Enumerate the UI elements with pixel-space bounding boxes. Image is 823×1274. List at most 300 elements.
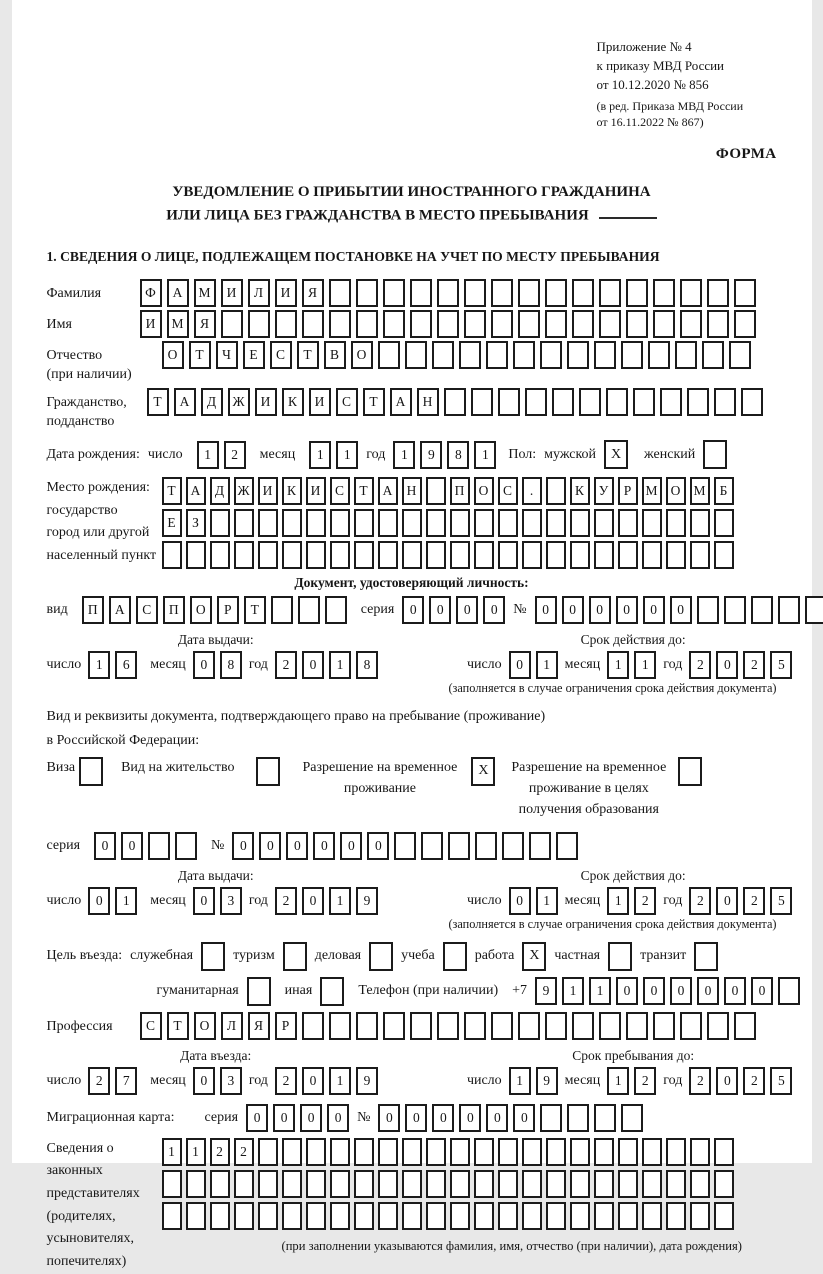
year-label: год xyxy=(248,657,268,672)
temp-permit-edu-line2: проживание в целях xyxy=(528,780,649,796)
char-cell: 0 xyxy=(367,832,389,860)
identity-doc-row xyxy=(47,596,777,624)
char-cell xyxy=(518,310,540,338)
char-cell xyxy=(653,279,675,307)
residence-issue-group xyxy=(47,868,385,915)
temp-permit-edu-line1: Разрешение на временное xyxy=(511,759,667,775)
char-cell xyxy=(714,1170,734,1198)
visa-option xyxy=(47,757,104,786)
char-cell xyxy=(354,1202,374,1230)
char-cell xyxy=(594,1138,614,1166)
char-cell xyxy=(491,279,513,307)
char-cell: О xyxy=(190,596,212,624)
char-cell: 0 xyxy=(402,596,424,624)
residence-valid-title: Срок действия до: xyxy=(580,867,686,883)
char-cell: С xyxy=(336,388,358,416)
char-cell xyxy=(714,509,734,537)
char-cell: 0 xyxy=(616,596,638,624)
char-cell: 0 xyxy=(724,977,746,1005)
char-cell xyxy=(491,310,513,338)
migration-card-label: Миграционная карта: xyxy=(46,1109,175,1125)
char-cell xyxy=(546,509,566,537)
char-cell xyxy=(778,977,800,1005)
char-cell xyxy=(402,1138,422,1166)
char-cell xyxy=(618,1138,638,1166)
char-cell xyxy=(356,279,378,307)
char-cell: Р xyxy=(618,477,638,505)
entry-stay-dates xyxy=(46,1047,785,1095)
char-cell xyxy=(594,541,614,569)
char-cell: 1 xyxy=(536,651,558,679)
char-cell xyxy=(410,310,432,338)
surname-boxes xyxy=(140,279,756,307)
char-cell: И xyxy=(309,388,331,416)
char-cell xyxy=(282,1202,302,1230)
char-cell: 0 xyxy=(643,977,665,1005)
char-cell: 0 xyxy=(483,596,505,624)
char-cell: 0 xyxy=(509,651,531,679)
char-cell: 2 xyxy=(689,887,711,915)
char-cell xyxy=(491,1012,513,1040)
char-cell: О xyxy=(666,477,686,505)
char-cell xyxy=(570,1138,590,1166)
char-cell: С xyxy=(498,477,518,505)
sex-female-checkbox xyxy=(703,440,727,469)
char-cell: 5 xyxy=(770,1067,792,1095)
char-cell: 1 xyxy=(115,887,137,915)
birth-place-row3 xyxy=(162,541,734,569)
char-cell xyxy=(751,596,773,624)
char-cell xyxy=(162,1170,182,1198)
char-cell xyxy=(626,279,648,307)
char-cell xyxy=(642,1138,662,1166)
char-cell xyxy=(426,1170,446,1198)
char-cell: 9 xyxy=(536,1067,558,1095)
char-cell: 6 xyxy=(115,651,137,679)
char-cell: 0 xyxy=(429,596,451,624)
char-cell xyxy=(642,541,662,569)
char-cell: Т xyxy=(363,388,385,416)
temp-permit-label-line1: Разрешение на временное xyxy=(302,759,458,775)
char-cell xyxy=(210,1170,230,1198)
char-cell xyxy=(486,341,508,369)
char-cell: 0 xyxy=(94,832,116,860)
char-cell xyxy=(546,1170,566,1198)
char-cell xyxy=(660,388,682,416)
identity-issue-month xyxy=(193,651,242,679)
char-cell xyxy=(356,310,378,338)
char-cell: 0 xyxy=(509,887,531,915)
char-cell xyxy=(594,1170,614,1198)
char-cell: С xyxy=(136,596,158,624)
char-cell xyxy=(450,541,470,569)
legal-reps-label-line: представителях xyxy=(46,1185,140,1201)
residence-valid-group xyxy=(467,868,799,915)
char-cell xyxy=(330,1170,350,1198)
residence-doc-dates xyxy=(46,867,785,915)
char-cell xyxy=(734,310,756,338)
char-cell xyxy=(572,279,594,307)
amendment-line: (в ред. Приказа МВД России xyxy=(596,98,744,113)
char-cell: 0 xyxy=(378,1104,400,1132)
char-cell xyxy=(302,310,324,338)
char-cell xyxy=(690,1138,710,1166)
char-cell: С xyxy=(270,341,292,369)
char-cell: 0 xyxy=(232,832,254,860)
char-cell xyxy=(162,1202,182,1230)
surname-row xyxy=(47,279,777,307)
char-cell: 2 xyxy=(634,1067,656,1095)
char-cell xyxy=(653,310,675,338)
char-cell: 1 xyxy=(186,1138,206,1166)
char-cell xyxy=(498,1138,518,1166)
char-cell: И xyxy=(255,388,277,416)
purpose-row xyxy=(47,942,777,971)
year-label: год xyxy=(663,1072,683,1088)
char-cell: 1 xyxy=(329,1067,351,1095)
char-cell xyxy=(329,279,351,307)
char-cell: 3 xyxy=(220,887,242,915)
char-cell: А xyxy=(186,477,206,505)
stay-until-title: Срок пребывания до: xyxy=(572,1047,695,1063)
char-cell xyxy=(464,1012,486,1040)
citizenship-label-line2: подданство xyxy=(46,414,115,430)
char-cell xyxy=(572,1012,594,1040)
doc-number-label: № xyxy=(513,602,527,617)
char-cell xyxy=(378,1138,398,1166)
migration-series-boxes xyxy=(246,1104,349,1132)
form-title-line2: ИЛИ ЛИЦА БЕЗ ГРАЖДАНСТВА В МЕСТО ПРЕБЫВАНИЯ xyxy=(166,207,589,224)
char-cell xyxy=(666,1202,686,1230)
char-cell: Т xyxy=(354,477,374,505)
char-cell xyxy=(680,279,702,307)
char-cell xyxy=(680,310,702,338)
legal-reps-row2 xyxy=(162,1170,742,1198)
char-cell xyxy=(567,341,589,369)
char-cell: 1 xyxy=(309,441,331,469)
birth-place-block xyxy=(47,477,777,569)
char-cell xyxy=(570,1170,590,1198)
char-cell xyxy=(666,1170,686,1198)
purpose-rabota-label: работа xyxy=(474,948,515,964)
char-cell xyxy=(437,1012,459,1040)
char-cell xyxy=(546,477,566,505)
char-cell xyxy=(302,1012,324,1040)
char-cell: 2 xyxy=(234,1138,254,1166)
identity-valid-group xyxy=(467,632,799,679)
char-cell: П xyxy=(82,596,104,624)
char-cell xyxy=(606,388,628,416)
char-cell xyxy=(545,279,567,307)
char-cell xyxy=(426,1138,446,1166)
char-cell: 9 xyxy=(535,977,557,1005)
char-cell: М xyxy=(194,279,216,307)
char-cell: 0 xyxy=(562,596,584,624)
char-cell: 0 xyxy=(246,1104,268,1132)
char-cell: 2 xyxy=(275,1067,297,1095)
char-cell xyxy=(666,509,686,537)
year-label: год xyxy=(248,1072,268,1088)
char-cell xyxy=(707,1012,729,1040)
char-cell: И xyxy=(221,279,243,307)
char-cell xyxy=(621,1104,643,1132)
citizenship-label xyxy=(47,388,147,432)
char-cell: К xyxy=(282,477,302,505)
residence-number-boxes xyxy=(232,832,578,860)
citizenship-boxes xyxy=(147,388,763,416)
char-cell xyxy=(330,1202,350,1230)
entry-day xyxy=(88,1067,137,1095)
given-name-row xyxy=(47,310,777,338)
char-cell: З xyxy=(186,509,206,537)
char-cell: Д xyxy=(201,388,223,416)
temp-permit-edu-line3: получения образования xyxy=(518,801,659,817)
form-title xyxy=(47,181,777,227)
char-cell xyxy=(464,310,486,338)
char-cell xyxy=(633,388,655,416)
section1-heading: 1. СВЕДЕНИЯ О ЛИЦЕ, ПОДЛЕЖАЩЕМ ПОСТАНОВКЕ НА УЧЕТ ПО МЕСТУ ПРЕБЫВАНИЯ xyxy=(46,248,660,264)
char-cell xyxy=(426,1202,446,1230)
residence-doc-intro-line2: в Российской Федерации: xyxy=(46,732,200,748)
profession-row xyxy=(47,1012,777,1040)
char-cell: 0 xyxy=(302,887,324,915)
char-cell: 1 xyxy=(197,441,219,469)
char-cell xyxy=(354,1138,374,1166)
char-cell xyxy=(498,1170,518,1198)
char-cell xyxy=(525,388,547,416)
birth-place-row1 xyxy=(162,477,734,505)
char-cell xyxy=(383,279,405,307)
form-word: ФОРМА xyxy=(715,146,777,163)
form-page xyxy=(12,0,812,1269)
char-cell: 2 xyxy=(689,1067,711,1095)
char-cell: 0 xyxy=(286,832,308,860)
char-cell: Н xyxy=(417,388,439,416)
char-cell: О xyxy=(351,341,373,369)
identity-issue-day xyxy=(88,651,137,679)
char-cell xyxy=(450,1138,470,1166)
entry-year xyxy=(275,1067,378,1095)
char-cell xyxy=(275,310,297,338)
char-cell: 0 xyxy=(88,887,110,915)
char-cell: 9 xyxy=(356,1067,378,1095)
purpose-turizm-label: туризм xyxy=(233,948,275,964)
char-cell xyxy=(502,832,524,860)
char-cell xyxy=(234,509,254,537)
char-cell xyxy=(552,388,574,416)
char-cell xyxy=(498,1202,518,1230)
char-cell: 1 xyxy=(634,651,656,679)
char-cell xyxy=(271,596,293,624)
char-cell xyxy=(570,509,590,537)
char-cell: 0 xyxy=(716,887,738,915)
char-cell: Н xyxy=(402,477,422,505)
sex-male-label: мужской xyxy=(544,446,597,462)
blank-underline xyxy=(599,204,657,220)
char-cell xyxy=(618,1170,638,1198)
purpose-label: Цель въезда: xyxy=(46,948,123,964)
char-cell xyxy=(405,341,427,369)
given-name-boxes xyxy=(140,310,756,338)
char-cell: Б xyxy=(714,477,734,505)
char-cell: 1 xyxy=(162,1138,182,1166)
char-cell xyxy=(402,1202,422,1230)
char-cell: 8 xyxy=(447,441,469,469)
char-cell xyxy=(306,1202,326,1230)
residence-series-label: серия xyxy=(46,837,81,853)
char-cell: 5 xyxy=(770,651,792,679)
char-cell xyxy=(282,1138,302,1166)
month-label: месяц xyxy=(150,657,186,672)
doc-series-boxes xyxy=(402,596,505,624)
migration-series-label: серия xyxy=(204,1109,239,1125)
birth-place-city-label2: населенный пункт xyxy=(46,548,157,564)
purpose-gumanitarnaya-checkbox xyxy=(247,977,271,1006)
char-cell xyxy=(330,1138,350,1166)
char-cell: 0 xyxy=(121,832,143,860)
char-cell: 1 xyxy=(536,887,558,915)
char-cell xyxy=(258,541,278,569)
char-cell: 0 xyxy=(589,596,611,624)
char-cell xyxy=(475,832,497,860)
char-cell xyxy=(546,1202,566,1230)
birth-month-boxes xyxy=(309,441,358,469)
char-cell: Я xyxy=(194,310,216,338)
char-cell: 0 xyxy=(193,887,215,915)
stay-until-group xyxy=(467,1048,799,1095)
char-cell xyxy=(474,509,494,537)
purpose-delovaya-label: деловая xyxy=(314,948,362,964)
char-cell xyxy=(356,1012,378,1040)
legal-reps-note: (при заполнении указываются фамилия, имя, отчество (при наличии), дата рождения) xyxy=(281,1238,742,1253)
char-cell xyxy=(354,509,374,537)
char-cell: 0 xyxy=(670,596,692,624)
char-cell: 0 xyxy=(513,1104,535,1132)
char-cell xyxy=(570,541,590,569)
char-cell xyxy=(518,279,540,307)
char-cell xyxy=(258,1170,278,1198)
char-cell xyxy=(450,509,470,537)
char-cell: Т xyxy=(244,596,266,624)
char-cell xyxy=(450,1202,470,1230)
char-cell: 2 xyxy=(88,1067,110,1095)
legal-reps-label-line: Сведения о xyxy=(46,1140,114,1156)
purpose-rabota-checkbox: X xyxy=(522,942,546,971)
char-cell xyxy=(666,1138,686,1166)
char-cell xyxy=(394,832,416,860)
char-cell: 0 xyxy=(259,832,281,860)
char-cell xyxy=(734,1012,756,1040)
char-cell: 0 xyxy=(616,977,638,1005)
residence-valid-month xyxy=(607,887,656,915)
char-cell xyxy=(778,596,800,624)
char-cell: М xyxy=(167,310,189,338)
char-cell xyxy=(437,279,459,307)
char-cell: С xyxy=(330,477,350,505)
char-cell xyxy=(546,541,566,569)
char-cell xyxy=(572,310,594,338)
birth-place-row2 xyxy=(162,509,734,537)
char-cell: М xyxy=(642,477,662,505)
char-cell xyxy=(518,1012,540,1040)
residence-issue-day xyxy=(88,887,137,915)
identity-valid-day xyxy=(509,651,558,679)
char-cell: 1 xyxy=(474,441,496,469)
char-cell xyxy=(540,1104,562,1132)
char-cell: 0 xyxy=(751,977,773,1005)
month-label: месяц xyxy=(150,1072,186,1088)
char-cell xyxy=(599,1012,621,1040)
temp-permit-label-line2: проживание xyxy=(343,780,416,796)
char-cell: Ж xyxy=(228,388,250,416)
birth-place-label: Место рождения: xyxy=(46,480,150,495)
char-cell: 0 xyxy=(670,977,692,1005)
birth-date-label: Дата рождения: xyxy=(46,446,140,462)
char-cell xyxy=(626,310,648,338)
citizenship-row xyxy=(47,388,777,432)
char-cell: П xyxy=(163,596,185,624)
identity-valid-note: (заполняется в случае ограничения срока действия документа) xyxy=(448,681,777,695)
char-cell: А xyxy=(167,279,189,307)
temp-permit-edu-label xyxy=(511,757,666,820)
char-cell: 1 xyxy=(562,977,584,1005)
char-cell: 0 xyxy=(273,1104,295,1132)
char-cell: К xyxy=(282,388,304,416)
purpose-inaya-checkbox xyxy=(320,977,344,1006)
char-cell xyxy=(378,341,400,369)
char-cell xyxy=(594,1202,614,1230)
char-cell xyxy=(724,596,746,624)
char-cell xyxy=(498,541,518,569)
temp-permit-option xyxy=(302,757,495,799)
char-cell: 2 xyxy=(210,1138,230,1166)
appendix-line: Приложение № 4 xyxy=(596,39,692,54)
char-cell xyxy=(329,310,351,338)
char-cell xyxy=(567,1104,589,1132)
char-cell xyxy=(474,1138,494,1166)
char-cell xyxy=(378,1202,398,1230)
char-cell xyxy=(687,388,709,416)
char-cell: 2 xyxy=(743,651,765,679)
char-cell xyxy=(258,509,278,537)
profession-label: Профессия xyxy=(46,1018,113,1034)
char-cell: Р xyxy=(217,596,239,624)
residence-number-label: № xyxy=(211,837,225,853)
order-date-line: от 10.12.2020 № 856 xyxy=(596,76,709,92)
char-cell xyxy=(594,341,616,369)
char-cell: Е xyxy=(243,341,265,369)
char-cell: 2 xyxy=(743,887,765,915)
char-cell xyxy=(426,541,446,569)
char-cell xyxy=(714,388,736,416)
phone-prefix: +7 xyxy=(512,983,528,999)
char-cell xyxy=(707,310,729,338)
patronymic-label-line1: Отчество xyxy=(46,347,103,363)
char-cell: 0 xyxy=(340,832,362,860)
day-label: число xyxy=(466,1072,502,1088)
purpose-ucheba-checkbox xyxy=(443,942,467,971)
char-cell xyxy=(474,1202,494,1230)
order-line: к приказу МВД России xyxy=(596,57,725,73)
sex-female-label: женский xyxy=(644,446,696,462)
birth-date-row xyxy=(47,440,777,469)
char-cell: Я xyxy=(248,1012,270,1040)
citizenship-label-line1: Гражданство, xyxy=(46,394,127,410)
month-label: месяц xyxy=(564,657,601,672)
char-cell: 0 xyxy=(459,1104,481,1132)
char-cell xyxy=(329,1012,351,1040)
char-cell: 2 xyxy=(275,887,297,915)
